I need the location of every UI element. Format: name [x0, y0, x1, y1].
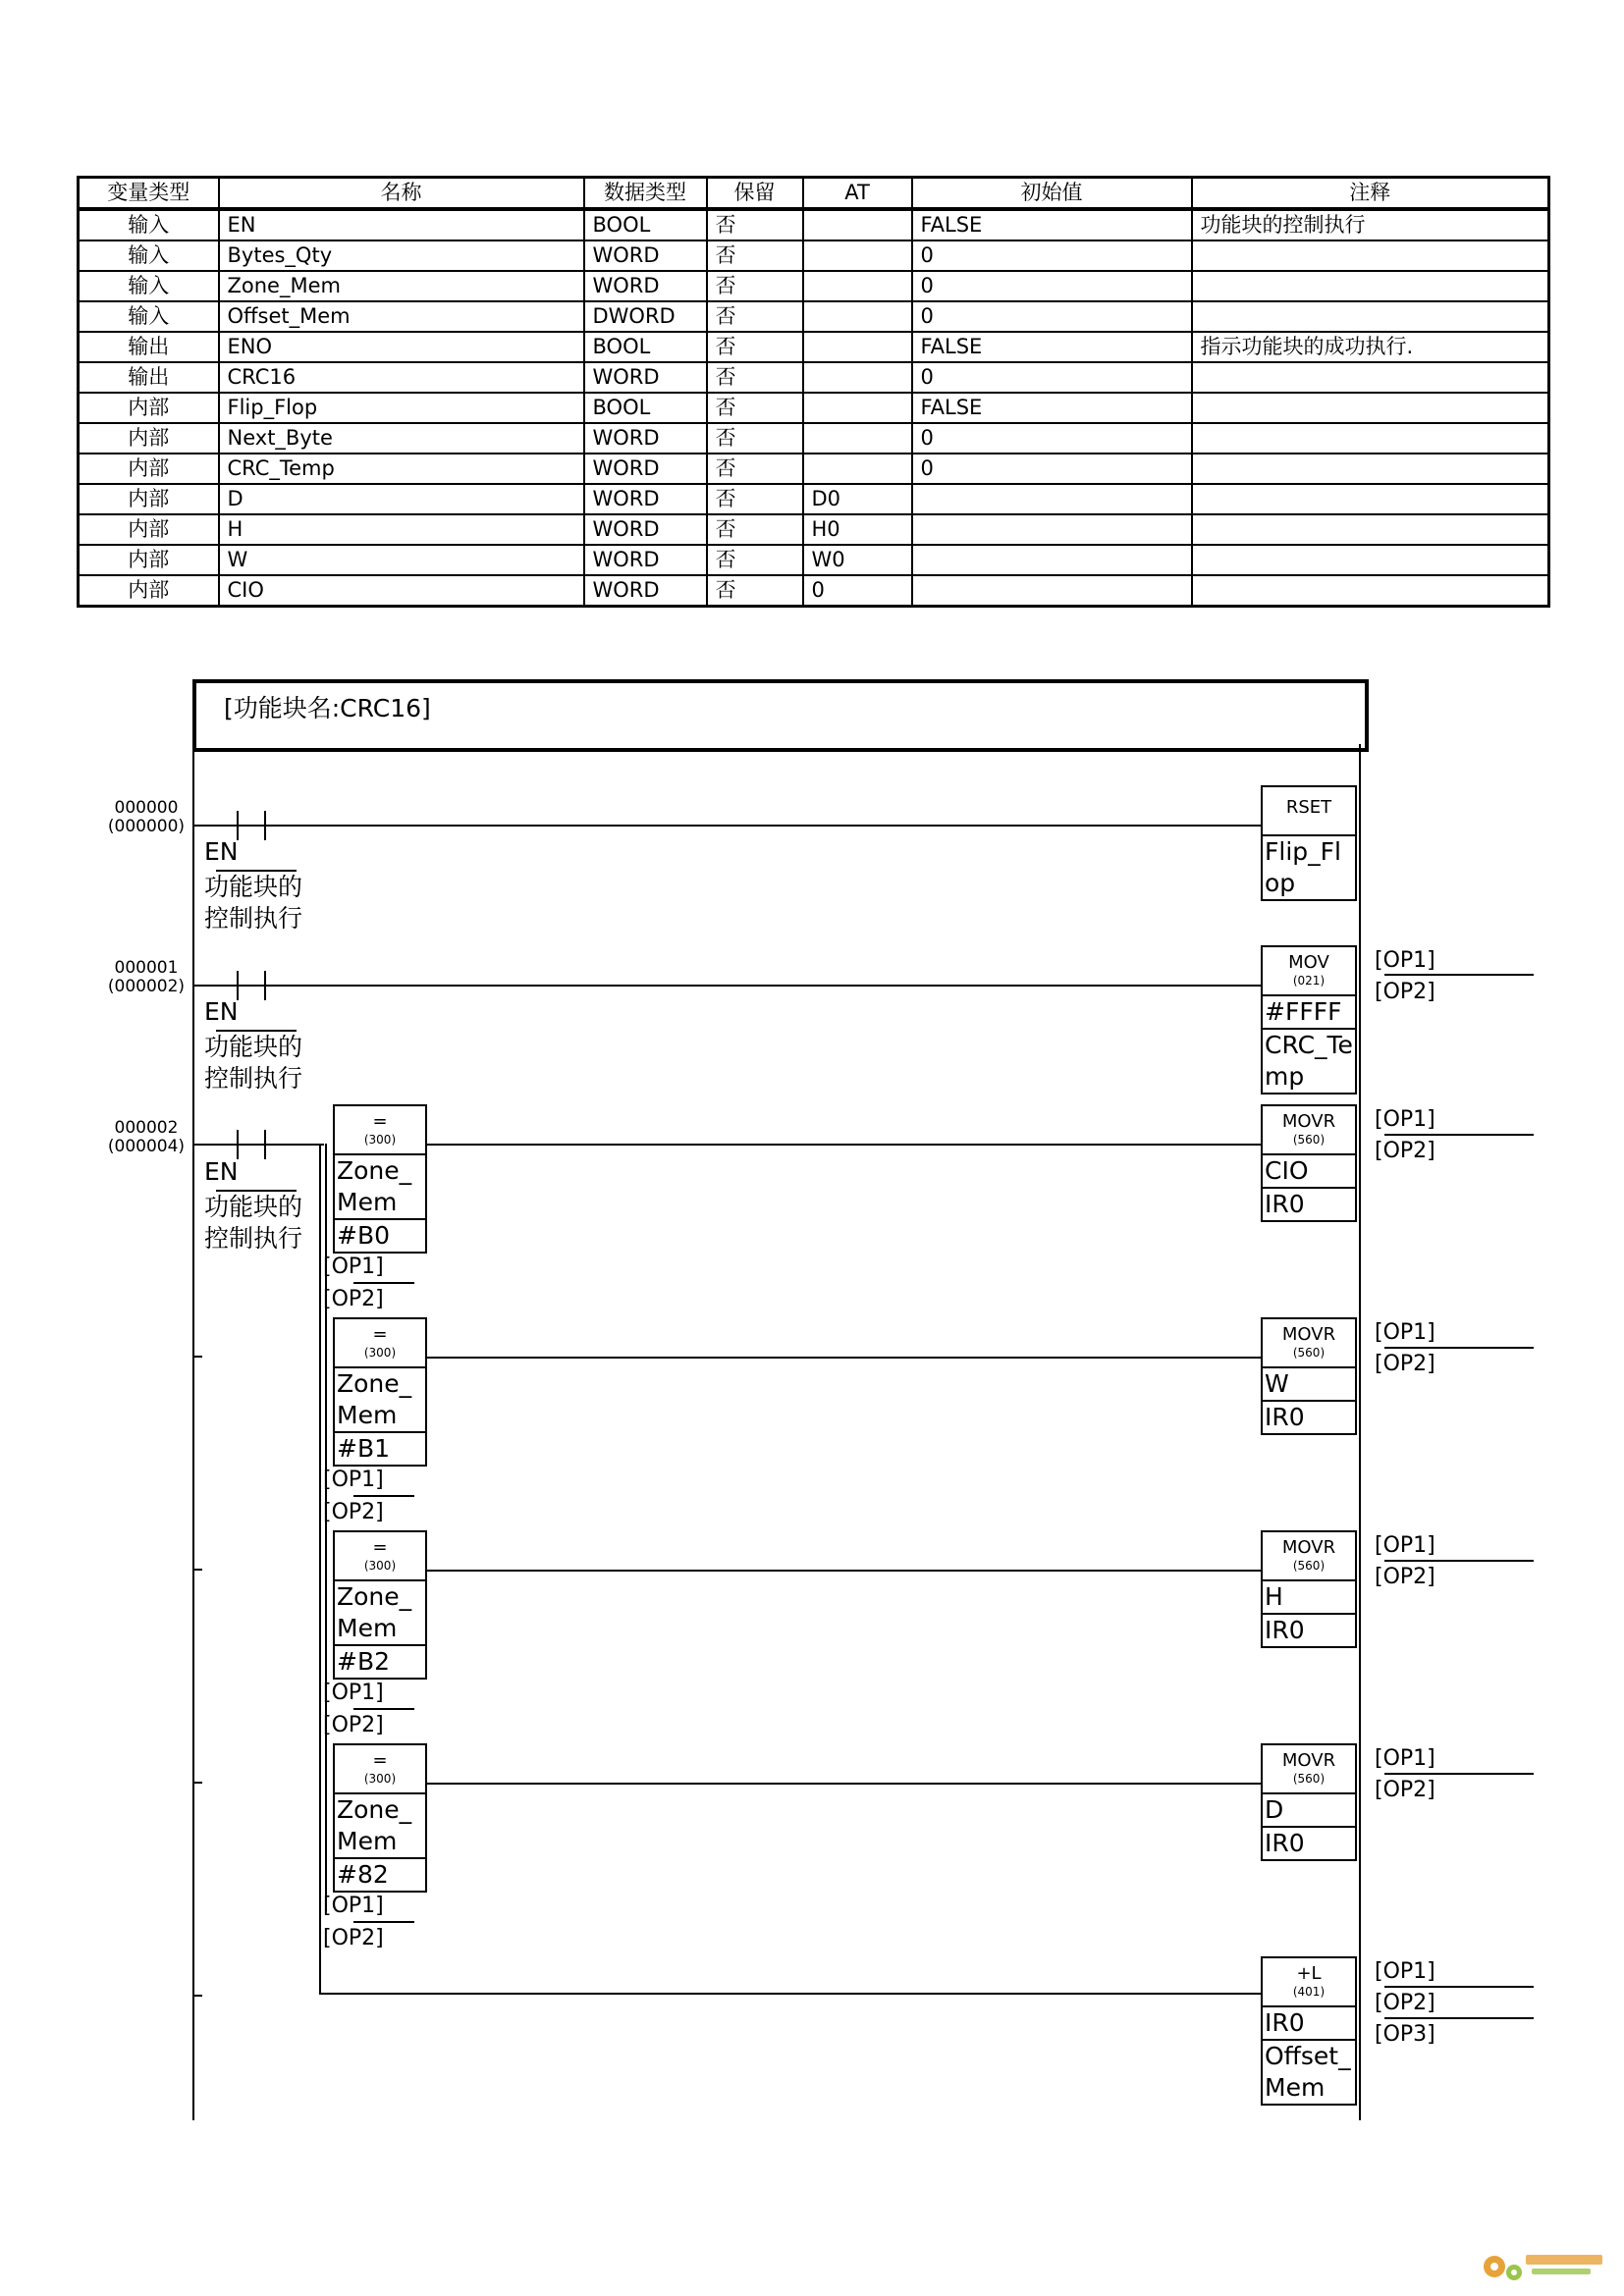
cell-at: W0: [803, 545, 912, 575]
compare-op2-label: [OP2]: [323, 1287, 384, 1311]
compare-op2-label: [OP2]: [323, 1500, 384, 1524]
variable-table: [77, 176, 1550, 608]
cell-initial-value: FALSE: [912, 209, 1192, 240]
cell-data-type: WORD: [584, 514, 707, 545]
output-label-op1: [OP1]: [1375, 1746, 1435, 1771]
table-row: [79, 393, 1549, 423]
cell-var-type: 内部: [79, 575, 219, 607]
instruction-code: (300): [363, 1772, 397, 1786]
cell-name: Flip_Flop: [219, 393, 584, 423]
operand: Zone_Mem: [335, 1155, 425, 1220]
column-header-comment: 注释: [1192, 178, 1549, 210]
cell-at: [803, 454, 912, 484]
rung-address: 000002: [114, 1118, 179, 1138]
cell-at: [803, 423, 912, 454]
instruction-mnemonic: MOVR: [1281, 1537, 1336, 1558]
output-label-line: [1384, 2017, 1534, 2019]
operand: IR0: [1265, 1829, 1305, 1857]
cell-var-type: 输出: [79, 362, 219, 393]
operand: #B2: [337, 1647, 391, 1676]
table-row: [79, 423, 1549, 454]
cell-at: [803, 362, 912, 393]
rail-tick: [192, 1569, 202, 1571]
cell-comment: [1192, 575, 1549, 607]
cell-data-type: WORD: [584, 545, 707, 575]
contact-comment: 控制执行: [204, 1064, 303, 1093]
cell-retain: 否: [707, 362, 803, 393]
cell-initial-value: [912, 545, 1192, 575]
function-block-title-box: [192, 679, 1369, 752]
output-label-line: [1384, 1134, 1534, 1136]
operand: H: [1263, 1581, 1355, 1615]
compare-op-line: [353, 1708, 414, 1710]
cell-initial-value: 0: [912, 454, 1192, 484]
compare-op-line: [353, 1921, 414, 1923]
output-label-op2: [OP2]: [1375, 1139, 1435, 1163]
rail-tick: [192, 1995, 202, 1997]
table-row: [79, 362, 1549, 393]
cell-retain: 否: [707, 332, 803, 362]
table-row: [79, 332, 1549, 362]
cell-retain: 否: [707, 575, 803, 607]
compare-op1-label: [OP1]: [323, 1894, 384, 1918]
cell-name: D: [219, 484, 584, 514]
operand: D: [1263, 1794, 1355, 1828]
cell-var-type: 内部: [79, 484, 219, 514]
cell-data-type: WORD: [584, 454, 707, 484]
instruction-header: [1263, 947, 1355, 996]
rung-wire: [425, 1783, 1261, 1785]
instruction-mnemonic: MOVR: [1281, 1324, 1336, 1345]
cell-comment: 功能块的控制执行: [1192, 209, 1549, 240]
operand: IR0: [1265, 1616, 1305, 1644]
operand: #B1: [337, 1434, 391, 1463]
cell-var-type: 内部: [79, 514, 219, 545]
instruction-mnemonic: RSET: [1285, 797, 1332, 818]
contact-en[interactable]: [237, 811, 266, 840]
instruction-header: [335, 1106, 425, 1155]
cell-data-type: WORD: [584, 484, 707, 514]
cell-comment: 指示功能块的成功执行.: [1192, 332, 1549, 362]
rung-wire: [194, 825, 1261, 827]
instruction-mnemonic: MOVR: [1281, 1750, 1336, 1771]
operand: #FFFF: [1263, 996, 1355, 1030]
cell-var-type: 输入: [79, 240, 219, 271]
instruction-code: (560): [1292, 1559, 1326, 1573]
instruction-mnemonic: +L: [1296, 1963, 1322, 1984]
output-label-op2: [OP2]: [1375, 1991, 1435, 2015]
cell-comment: [1192, 514, 1549, 545]
rung-wire: [425, 1570, 1261, 1572]
cell-comment: [1192, 484, 1549, 514]
table-row: [79, 209, 1549, 240]
cell-data-type: BOOL: [584, 332, 707, 362]
contact-label: EN: [204, 997, 239, 1026]
rung-address: 000000: [114, 798, 179, 818]
instruction-code: (560): [1292, 1133, 1326, 1147]
contact-label: EN: [204, 1157, 239, 1186]
table-body: [79, 209, 1549, 607]
rung-step: (000002): [107, 977, 186, 996]
instruction-code: (300): [363, 1133, 397, 1147]
cell-retain: 否: [707, 545, 803, 575]
cell-var-type: 内部: [79, 454, 219, 484]
column-header-name: 名称: [219, 178, 584, 210]
compare-op1-label: [OP1]: [323, 1681, 384, 1705]
cell-retain: 否: [707, 484, 803, 514]
cell-at: D0: [803, 484, 912, 514]
cell-retain: 否: [707, 209, 803, 240]
instruction-mnemonic: MOV: [1288, 952, 1329, 973]
cell-initial-value: 0: [912, 423, 1192, 454]
cell-name: CIO: [219, 575, 584, 607]
output-label-line: [1384, 1773, 1534, 1775]
table-row: [79, 575, 1549, 607]
instruction-mnemonic: =: [372, 1324, 388, 1345]
output-label-op1: [OP1]: [1375, 1107, 1435, 1132]
cell-at: [803, 240, 912, 271]
cell-retain: 否: [707, 514, 803, 545]
instruction-header: [1263, 1532, 1355, 1581]
contact-comment: 功能块的: [204, 1033, 303, 1061]
rail-tick: [192, 1356, 202, 1358]
compare-op1-label: [OP1]: [323, 1468, 384, 1492]
output-label-op1: [OP1]: [1375, 1320, 1435, 1345]
output-label-line: [1384, 1560, 1534, 1562]
cell-comment: [1192, 423, 1549, 454]
cell-var-type: 内部: [79, 423, 219, 454]
cell-var-type: 内部: [79, 545, 219, 575]
output-label-line: [1384, 1986, 1534, 1988]
operand: IR0: [1265, 1403, 1305, 1431]
instruction-mnemonic: =: [372, 1111, 388, 1132]
cell-data-type: BOOL: [584, 393, 707, 423]
rung-wire: [425, 1357, 1261, 1359]
compare-op1-label: [OP1]: [323, 1255, 384, 1279]
cell-data-type: WORD: [584, 575, 707, 607]
cell-name: EN: [219, 209, 584, 240]
instruction-mnemonic: =: [372, 1750, 388, 1771]
operand: Zone_Mem: [335, 1794, 425, 1859]
instruction-header: [1263, 1958, 1355, 2007]
instruction-compare[interactable]: [333, 1104, 427, 1254]
cell-var-type: 内部: [79, 393, 219, 423]
cell-retain: 否: [707, 240, 803, 271]
rung-wire: [319, 1993, 1261, 1995]
cell-comment: [1192, 454, 1549, 484]
cell-name: H: [219, 514, 584, 545]
column-header-retain: 保留: [707, 178, 803, 210]
column-header-var-type: 变量类型: [79, 178, 219, 210]
operand: Offset_Mem: [1265, 2042, 1351, 2102]
instruction-header: [1263, 1106, 1355, 1155]
table-row: [79, 484, 1549, 514]
cell-name: Bytes_Qty: [219, 240, 584, 271]
instruction-compare[interactable]: [333, 1317, 427, 1467]
operand: #82: [337, 1860, 389, 1889]
cell-initial-value: FALSE: [912, 393, 1192, 423]
cell-comment: [1192, 362, 1549, 393]
cell-comment: [1192, 240, 1549, 271]
cell-at: [803, 393, 912, 423]
contact-en[interactable]: [237, 1130, 266, 1159]
compare-op2-label: [OP2]: [323, 1926, 384, 1950]
operand: CRC_Temp: [1265, 1031, 1353, 1091]
rung-step: (000004): [107, 1137, 186, 1156]
contact-comment: 功能块的: [204, 873, 303, 901]
instruction-add-long[interactable]: [1261, 1956, 1357, 2106]
cell-at: H0: [803, 514, 912, 545]
cell-at: [803, 332, 912, 362]
operand: IR0: [1265, 1190, 1305, 1218]
instruction-movr[interactable]: [1261, 1743, 1357, 1861]
cell-var-type: 输入: [79, 301, 219, 332]
column-header-data-type: 数据类型: [584, 178, 707, 210]
instruction-code: (300): [363, 1346, 397, 1360]
output-label-op2: [OP2]: [1375, 980, 1435, 1004]
instruction-compare[interactable]: [333, 1530, 427, 1680]
compare-op2-label: [OP2]: [323, 1713, 384, 1737]
cell-data-type: BOOL: [584, 209, 707, 240]
cell-initial-value: 0: [912, 240, 1192, 271]
cell-initial-value: [912, 484, 1192, 514]
rung-number: [96, 1119, 196, 1156]
instruction-header: [335, 1319, 425, 1368]
cell-data-type: WORD: [584, 271, 707, 301]
instruction-header: [335, 1532, 425, 1581]
column-header-initial-value: 初始值: [912, 178, 1192, 210]
output-label-op2: [OP2]: [1375, 1778, 1435, 1802]
cell-comment: [1192, 393, 1549, 423]
rung-address: 000001: [114, 958, 179, 978]
cell-initial-value: [912, 514, 1192, 545]
operand: IR0: [1263, 2007, 1355, 2041]
table-row: [79, 454, 1549, 484]
operand: Flip_Flop: [1265, 837, 1341, 897]
output-label-line: [1384, 974, 1534, 976]
output-label-op1: [OP1]: [1375, 948, 1435, 973]
cell-name: Next_Byte: [219, 423, 584, 454]
instruction-mov[interactable]: [1261, 945, 1357, 1095]
cell-initial-value: FALSE: [912, 332, 1192, 362]
output-label-op1: [OP1]: [1375, 1959, 1435, 1984]
instruction-mnemonic: =: [372, 1537, 388, 1558]
operand: #B0: [337, 1221, 391, 1250]
instruction-header: [1263, 1319, 1355, 1368]
cell-comment: [1192, 301, 1549, 332]
cell-initial-value: 0: [912, 301, 1192, 332]
operand: W: [1263, 1368, 1355, 1402]
cell-retain: 否: [707, 454, 803, 484]
output-label-op2: [OP2]: [1375, 1352, 1435, 1376]
rung-wire: [425, 1144, 1261, 1146]
cell-retain: 否: [707, 301, 803, 332]
cell-var-type: 输出: [79, 332, 219, 362]
cell-at: 0: [803, 575, 912, 607]
site-logo: [1481, 2245, 1608, 2284]
rung-number: [96, 799, 196, 836]
compare-op-line: [353, 1495, 414, 1497]
cell-name: W: [219, 545, 584, 575]
output-label-op3: [OP3]: [1375, 2022, 1435, 2047]
cell-retain: 否: [707, 271, 803, 301]
cell-comment: [1192, 545, 1549, 575]
instruction-header: [1263, 787, 1355, 836]
operand: CIO: [1263, 1155, 1355, 1189]
cell-name: Offset_Mem: [219, 301, 584, 332]
instruction-compare[interactable]: [333, 1743, 427, 1893]
cell-at: [803, 271, 912, 301]
instruction-rset[interactable]: [1261, 785, 1357, 901]
rail-tick: [192, 1782, 202, 1784]
contact-comment: 控制执行: [204, 1224, 303, 1253]
instruction-code: (401): [1292, 1985, 1326, 1999]
left-power-rail: [192, 744, 194, 2120]
cell-name: Zone_Mem: [219, 271, 584, 301]
rung-wire: [194, 985, 1261, 987]
cell-name: CRC_Temp: [219, 454, 584, 484]
cell-data-type: WORD: [584, 423, 707, 454]
contact-en[interactable]: [237, 971, 266, 1000]
instruction-code: (300): [363, 1559, 397, 1573]
cell-initial-value: 0: [912, 271, 1192, 301]
output-label-op1: [OP1]: [1375, 1533, 1435, 1558]
cell-initial-value: [912, 575, 1192, 607]
instruction-header: [335, 1745, 425, 1794]
output-label-line: [1384, 1347, 1534, 1349]
cell-at: [803, 209, 912, 240]
cell-retain: 否: [707, 393, 803, 423]
table-row: [79, 301, 1549, 332]
rung-step: (000000): [107, 817, 186, 836]
table-row: [79, 271, 1549, 301]
cell-data-type: WORD: [584, 362, 707, 393]
cell-at: [803, 301, 912, 332]
operand: Zone_Mem: [335, 1368, 425, 1433]
operand: Zone_Mem: [335, 1581, 425, 1646]
contact-comment: 功能块的: [204, 1193, 303, 1221]
cell-comment: [1192, 271, 1549, 301]
table-row: [79, 545, 1549, 575]
output-label-op2: [OP2]: [1375, 1565, 1435, 1589]
function-block-title: [功能块名:CRC16]: [224, 694, 431, 722]
cell-data-type: DWORD: [584, 301, 707, 332]
contact-comment: 控制执行: [204, 904, 303, 933]
cell-data-type: WORD: [584, 240, 707, 271]
column-header-at: AT: [803, 178, 912, 210]
cell-retain: 否: [707, 423, 803, 454]
table-header-row: [79, 178, 1549, 210]
cell-initial-value: 0: [912, 362, 1192, 393]
contact-label: EN: [204, 837, 239, 866]
rung-number: [96, 959, 196, 996]
cell-var-type: 输入: [79, 209, 219, 240]
table-row: [79, 240, 1549, 271]
instruction-movr[interactable]: [1261, 1104, 1357, 1222]
right-power-rail: [1359, 744, 1361, 2120]
table-row: [79, 514, 1549, 545]
instruction-code: (021): [1292, 974, 1326, 988]
compare-op-line: [353, 1282, 414, 1284]
instruction-header: [1263, 1745, 1355, 1794]
cell-name: CRC16: [219, 362, 584, 393]
cell-var-type: 输入: [79, 271, 219, 301]
instruction-code: (560): [1292, 1346, 1326, 1360]
branch-bus: [319, 1144, 321, 1995]
instruction-movr[interactable]: [1261, 1530, 1357, 1648]
instruction-mnemonic: MOVR: [1281, 1111, 1336, 1132]
instruction-code: (560): [1292, 1772, 1326, 1786]
instruction-movr[interactable]: [1261, 1317, 1357, 1435]
cell-name: ENO: [219, 332, 584, 362]
